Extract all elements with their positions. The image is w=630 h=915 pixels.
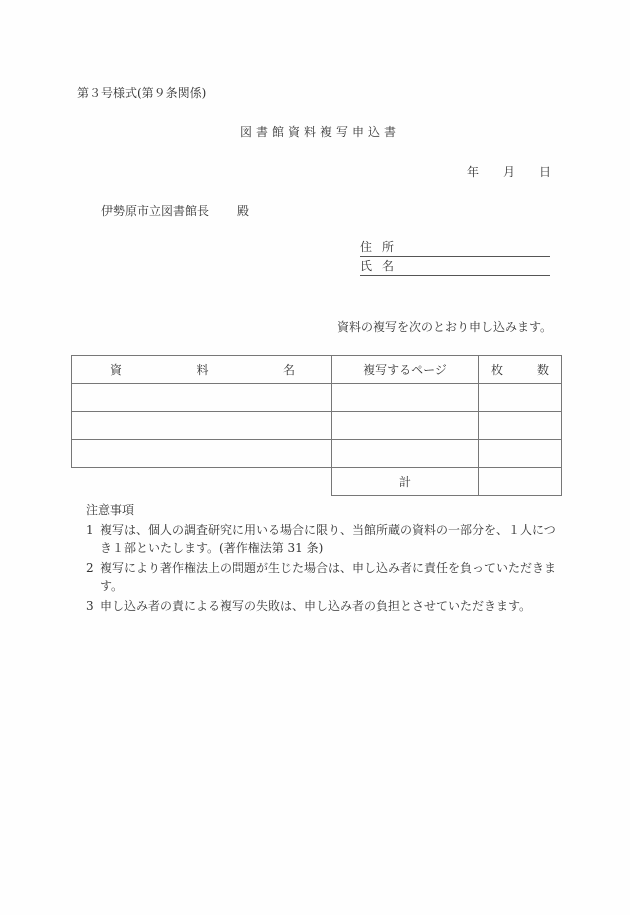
- addressee-honorific: 殿: [237, 204, 250, 218]
- note-item: [86, 597, 561, 615]
- empty-cell: [72, 468, 332, 496]
- note-text: 申し込み者の責による複写の失敗は、申し込み者の負担とさせていただきます。: [100, 599, 532, 613]
- note-item: [86, 559, 561, 595]
- total-value-cell[interactable]: [479, 468, 562, 496]
- notes-section: [86, 501, 561, 615]
- document-title: 図書館資料複写申込書: [240, 125, 401, 139]
- day-label: 日: [539, 165, 552, 179]
- material-name-cell[interactable]: [72, 440, 332, 468]
- header-count: 枚 数: [479, 356, 562, 384]
- intro-text: 資料の複写を次のとおり申し込みます。: [337, 320, 553, 334]
- total-label: 計: [332, 468, 479, 496]
- addressee: [101, 202, 249, 219]
- note-text: 複写により著作権法上の問題が生じた場合は、申し込み者に責任を負っていただきます。: [100, 561, 557, 593]
- note-number: 1: [86, 523, 94, 537]
- address-field[interactable]: [360, 240, 550, 257]
- material-name-cell[interactable]: [72, 412, 332, 440]
- table-total-row: [72, 468, 562, 496]
- notes-heading: 注意事項: [86, 503, 135, 517]
- year-label: 年: [467, 165, 480, 179]
- note-number: 3: [86, 599, 94, 613]
- request-table: [71, 355, 562, 496]
- addressee-name: 伊勢原市立図書館長: [101, 204, 210, 218]
- count-cell[interactable]: [479, 384, 562, 412]
- header-pages: 複写するページ: [332, 356, 479, 384]
- material-name-cell[interactable]: [72, 384, 332, 412]
- count-cell[interactable]: [479, 440, 562, 468]
- note-text: 複写は、個人の調査研究に用いる場合に限り、当館所蔵の資料の一部分を、１人につき１部といたします。(著作権法第 31 条): [100, 523, 556, 555]
- pages-cell[interactable]: [332, 440, 479, 468]
- month-label: 月: [503, 165, 516, 179]
- note-number: 2: [86, 561, 94, 575]
- table-header-row: [72, 356, 562, 384]
- table-row: [72, 440, 562, 468]
- count-cell[interactable]: [479, 412, 562, 440]
- form-number: 第３号様式(第９条関係): [77, 86, 207, 100]
- name-field[interactable]: [360, 259, 550, 276]
- table-row: [72, 384, 562, 412]
- pages-cell[interactable]: [332, 412, 479, 440]
- note-item: [86, 521, 561, 557]
- name-label: 氏名: [360, 259, 405, 273]
- table-row: [72, 412, 562, 440]
- date-field[interactable]: [467, 163, 551, 180]
- pages-cell[interactable]: [332, 384, 479, 412]
- address-label: 住所: [360, 240, 405, 254]
- header-material-name: 資 料 名: [72, 356, 332, 384]
